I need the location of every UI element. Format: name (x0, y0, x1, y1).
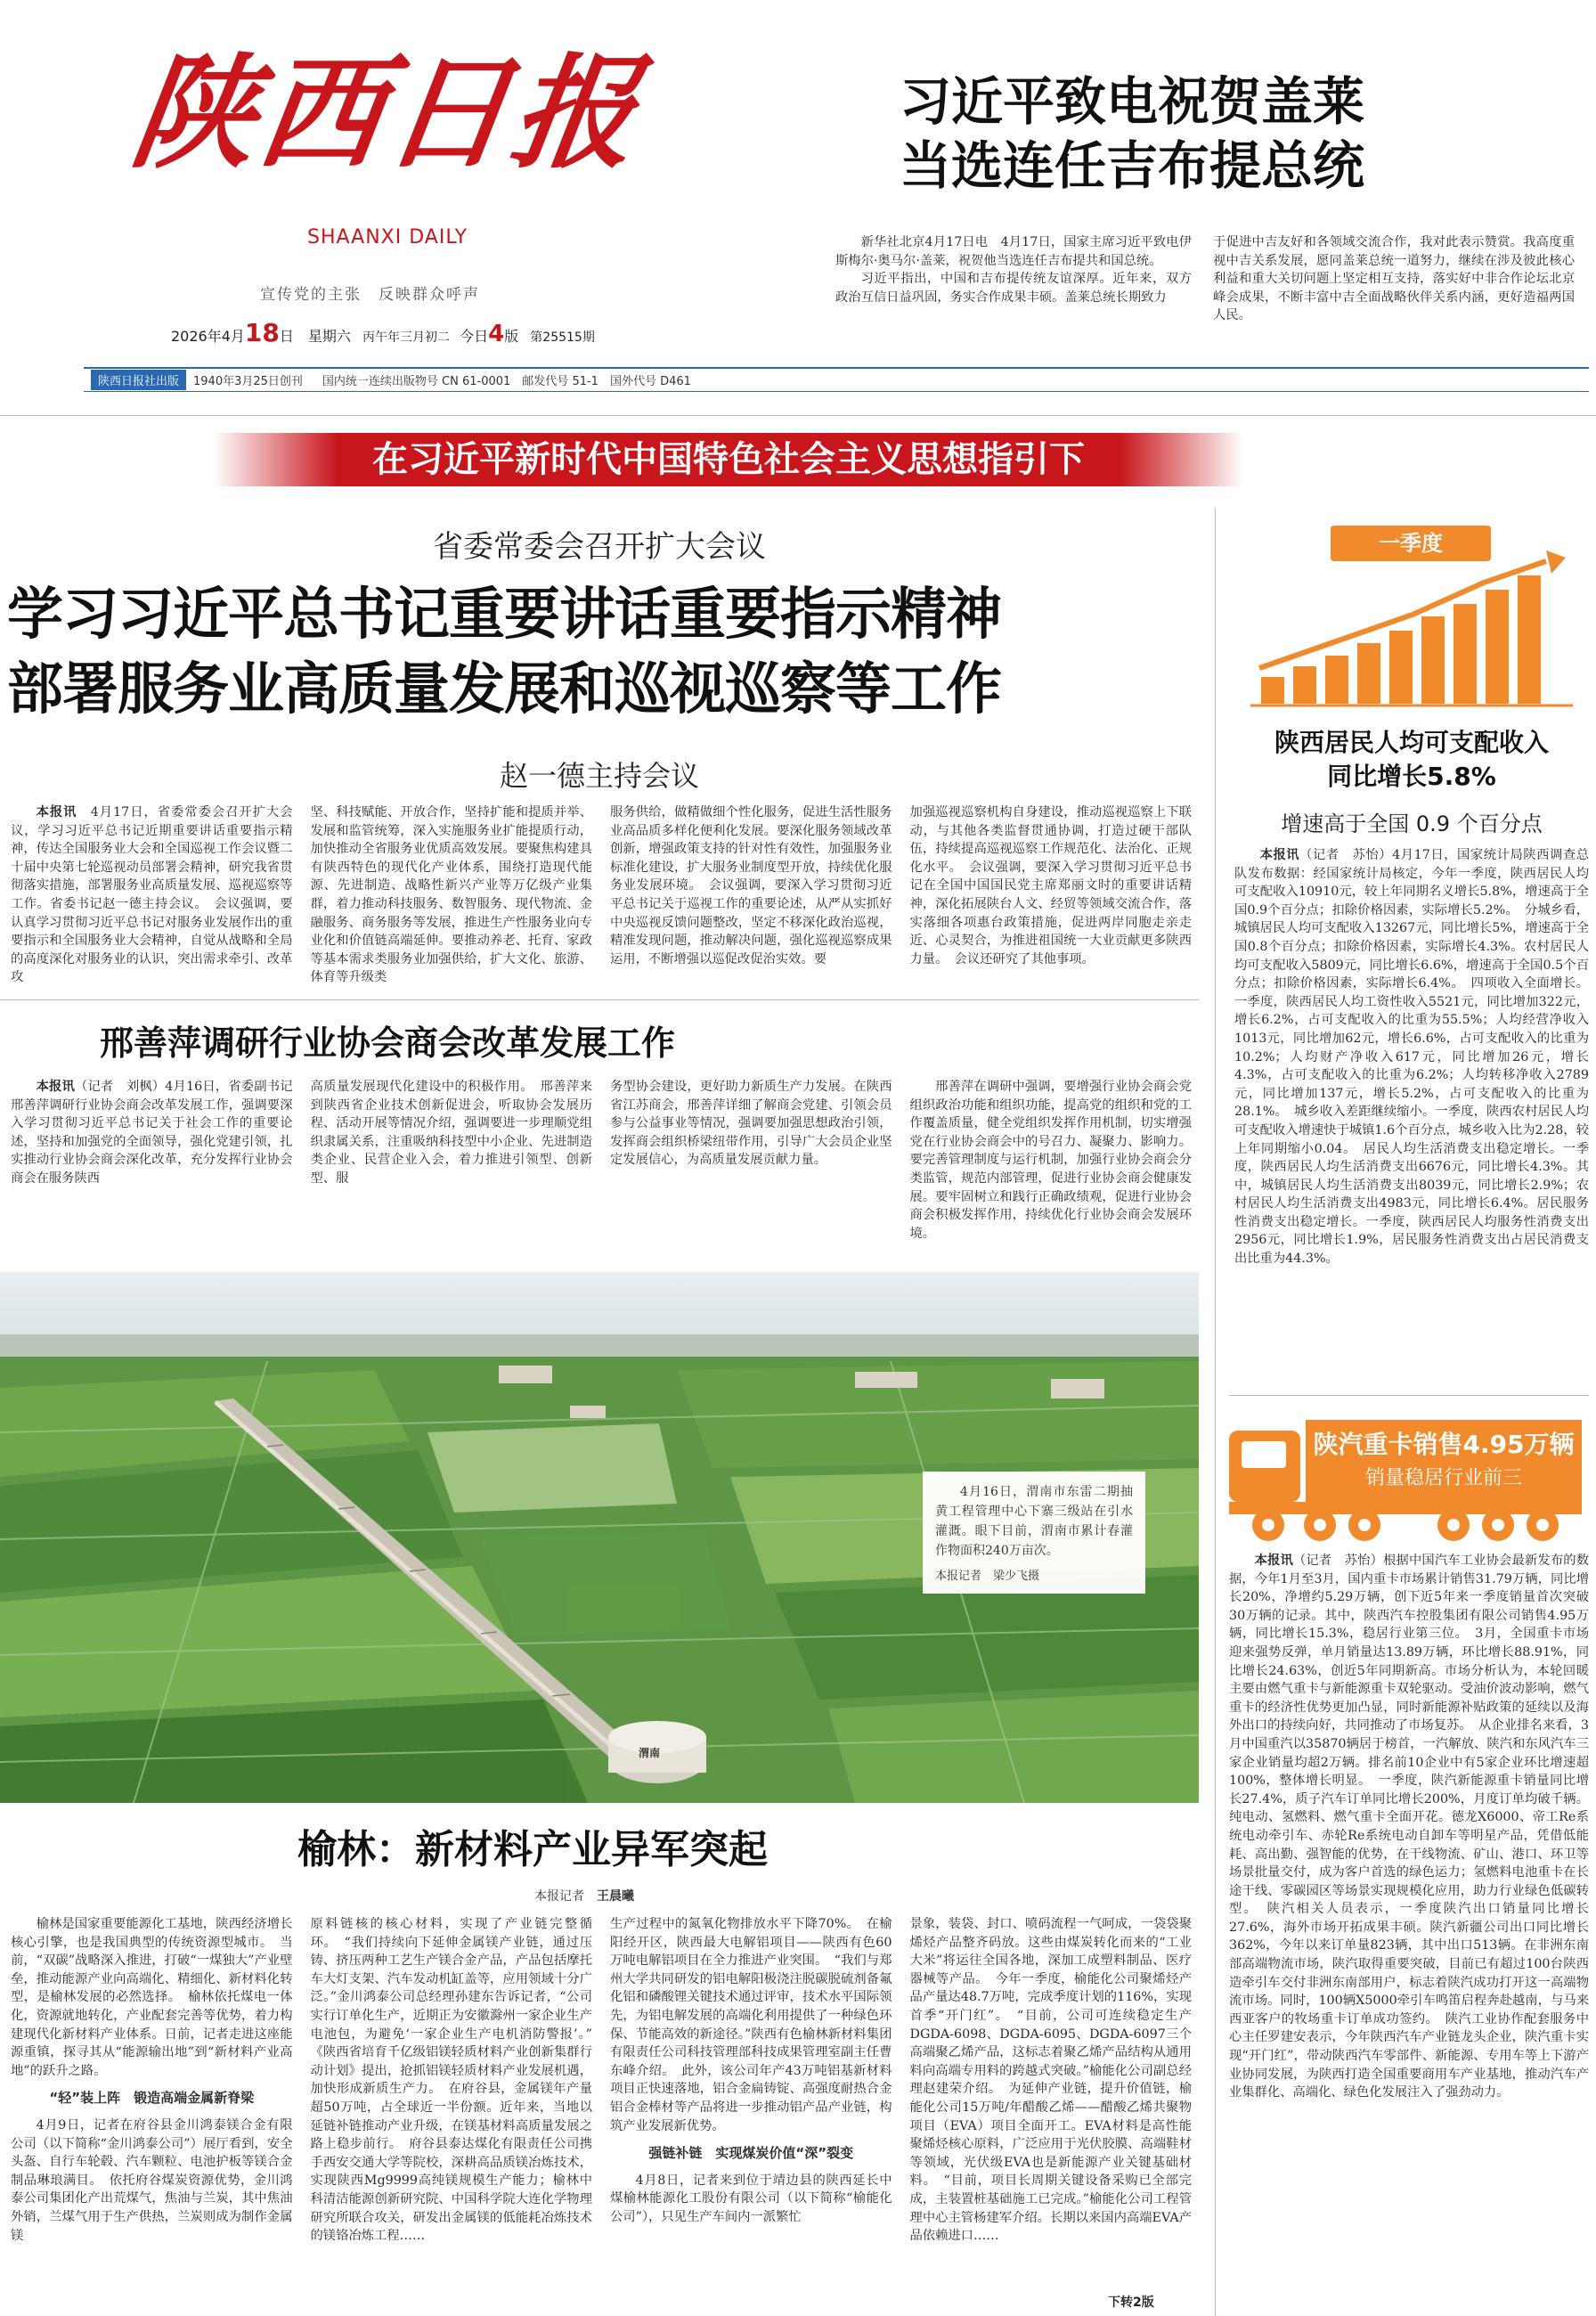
story2-headline: 邢善萍调研行业协会商会改革发展工作 (100, 1023, 676, 1063)
side1-headline-line1: 陕西居民人均可支配收入 (1274, 728, 1549, 757)
banner-text: 在习近平新时代中国特色社会主义思想指引下 (372, 439, 1085, 480)
side2-byline: （记者 苏怡） (1292, 1554, 1384, 1568)
story2-col2-text: 高质量发展现代化建设中的积极作用。 邢善萍来到陕西省企业技术创新促进会，听取协会发展历程、活动开展等情况介绍，强调要进一步理顺党组织隶属关系，注重吸纳科技型中小企业、先进制造类企业、民营企业入会，着力推进引领型、创新型、服 (310, 1080, 592, 1186)
registration-bar (84, 367, 1589, 392)
side2-headline (1306, 1427, 1582, 1495)
story3-byline (534, 1887, 634, 1904)
lead-body (11, 803, 1192, 987)
story2-col3 (610, 1078, 892, 1243)
side1-lede: 本报讯 (1259, 848, 1300, 862)
date-line (171, 318, 595, 347)
issue-number: 第25515期 (530, 330, 595, 345)
divider-vertical (1215, 508, 1216, 2316)
side1-headline (1234, 726, 1589, 794)
story2-col1 (11, 1078, 293, 1243)
story3-col3-text: 生产过程中的氮氧化物排放水平下降70%。 在榆阳经开区，陕西最大电解铝项目——陕西有色60万吨电解铝项目在全力推进产业突围。 “我们与郑州大学共同研发的铝电解阳极浇注脱碳脱硫剂备氟化铝和磷酸锂关键技术通过评审，技术水平国际领先，为铝电解发展的高端化利用提供了一种绿色环保、节能高效的新途径。”陕西有色榆林新材料集团有限责任公司科技管理部科技成果管理室副主任曹东峰介绍。 此外，该公司年产43万吨铝基新材料项目正快速落地，铝合金扁铸锭、高强度耐热合金铝合金棒材等产品将进一步推动铝产品产业链，构筑产业发展新优势。 (610, 1917, 892, 2133)
story3-col1-text: 榆林是国家重要能源化工基地，陕西经济增长核心引擎，也是我国典型的传统资源型城市。 当前，“双碳”战略深入推进，打破“一煤独大”产业壁垒，推动能源产业向高端化、精细化、新材料化转型，是榆林发展的必然选择。 榆林依托煤电一体化，资源就地转化，产业配套完善等优势，着力构建现代化新材料产业体系。日前，记者走进这座能源重镇，探寻其从“能源输出地”到“新材料产业高地”的跃升之路。 (11, 1917, 293, 2078)
story3-col1 (11, 1915, 293, 2311)
top-story-col1 (835, 233, 1192, 306)
top-story-p3: 于促进中吉友好和各领域交流合作，我对此表示赞赏。我高度重视中吉关系发展，愿同盖莱总统一道努力，继续在涉及彼此核心利益和重大关切问题上坚定相互支持，落实好中非合作论坛北京峰会成果，不断丰富中吉全面战略伙伴关系内涵，更好造福两国人民。 (1213, 235, 1575, 323)
top-story-headline (900, 69, 1576, 198)
story2-byline: （记者 刘枫） (75, 1080, 166, 1094)
lead-lede: 本报讯 (36, 805, 77, 820)
photo-caption-box (923, 1472, 1145, 1594)
divider-side (1229, 1395, 1589, 1396)
story3-col1b-text: 4月9日，记者在府谷县金川鸿泰镁合金有限公司（以下简称“金川鸿泰公司”）展厅看到，安全头盔、自行车轮毂、汽车颗粒、电池护板等镁合金制品琳琅满目。 依托府谷煤炭资源优势，金川鸿泰公司集团化产出荒煤气，焦油与兰炭，其中焦油外销，兰煤气用于生产供热，兰炭则成为制作金属镁 (11, 2117, 293, 2243)
date-suffix: 日 星期六 (279, 328, 351, 345)
side1-body (1234, 846, 1589, 1397)
date-prefix: 2026年4月 (171, 328, 245, 345)
aerial-photo (0, 1272, 1199, 1803)
photo-credit (935, 1566, 1133, 1583)
pages-prefix: 今日 (460, 328, 489, 345)
side1 (1234, 526, 1589, 1397)
lead-headline-line1: 学习习近平总书记重要讲话重要指示精神 (7, 582, 1001, 647)
story3-body (11, 1915, 1192, 2311)
top-headline-line2: 当选连任吉布提总统 (900, 135, 1365, 196)
story2-lede: 本报讯 (36, 1080, 75, 1094)
side1-headline-line2: 同比增长5.8% (1327, 762, 1496, 791)
story2-col2 (311, 1078, 593, 1243)
banner (214, 433, 1243, 486)
side2-lede: 本报讯 (1254, 1554, 1293, 1568)
date-day: 18 (244, 318, 280, 347)
story2-col3-text: 务型协会建设，更好助力新质生产力发展。在陕西省江苏商会，邢善萍详细了解商会党建、引领会员参与公益事业等情况，强调要加强思想政治引领，发挥商会组织桥梁纽带作用，引导广大会员企业坚定发展信心，为高质量发展贡献力量。 (610, 1080, 892, 1168)
side1-text: 4月17日，国家统计局陕西调查总队发布数据：经国家统计局核定，今年一季度，陕西居民人均可支配收入10910元，较上年同期名义增长5.8%，增速高于全国0.9个百分点；扣除价格因素，实际增长5.2%。 分城乡看，城镇居民人均可支配收入13267元，同比增长5%，增速高于全国0.8个百分点；扣除价格因素，实际增长4.3%。农村居民人均可支配收入5809元，同比增长6.6%，增速高于全国0.5个百分点；扣除价格因素，实际增长6.4%。 四项收入全面增长。一季度，陕西居民人均工资性收入5521元，同比增加322元，增长6.2%，占可支配收入的比重为55.5%；人均经营净收入1013元，同比增加62元，增长6.6%，占可支配收入的比重为10.2%；人均财产净收入617元，同比增加26元，增长4.3%，占可支配收入的比重为6.2%；人均转移净收入2789元，同比增加137元，增长5.2%，占可支配收入的比重为28.1%。 城乡收入差距继续缩小。一季度，陕西农村居民人均可支配收入增速快于城镇1.6个百分点，城乡收入比为2.28，较上年同期缩小0.04。 居民人均生活消费支出稳定增长。一季度，陕西居民人均生活消费支出6676元，同比增长4.3%。其中，城镇居民人均生活消费支出8039元，同比增长2.9%；农村居民人均生活消费支出4983元，同比增长6.4%。居民服务性消费支出稳定增长。一季度，陕西居民人均服务性消费支出2956元，同比增长1.9%，居民服务性消费支出占居民消费支出比重为44.3%。 (1234, 848, 1589, 1267)
lead-headline-line2: 部署服务业高质量发展和巡视巡察等工作 (7, 656, 1001, 722)
side1-graphic (1234, 526, 1589, 717)
logo: 陕西日报 (123, 40, 650, 185)
lead-col2-text: 坚、科技赋能、开放合作，坚持扩能和提质并举、发展和监管统筹，深入实施服务业扩能提质行动，加快推动全省服务业优质高效发展。要聚焦构建具有陕西特色的现代化产业体系，围绕打造现代能源、先进制造、战略性新兴产业等万亿级产业集群，着力推动科技服务、数智服务、现代物流、金融服务、商务服务等发展，推进生产性服务业向专业化和价值链高端延伸。要推动养老、托育、家政等基本需求类服务业加强供给，扩大文化、旅游、体育等升级类 (310, 805, 592, 985)
top-story-p2: 习近平指出，中国和吉布提传统友谊深厚。近年来，双方政治互信日益巩固，务实合作成果丰硕。盖莱总统长期致力 (835, 272, 1192, 305)
story3-subhead2: 强链补链 实现煤炭价值“深”裂变 (648, 2145, 854, 2162)
lead-col3-text: 服务供给，做精做细个性化服务，促进生活性服务业高品质多样化便利化发展。要深化服务领域改革创新，增强政策支持的针对性有效性，加强服务业标准化建设，扩大服务业制度型开放，持续优化服务业发展环境。 会议强调，要深入学习贯彻习近平总书记关于巡视工作的重要论述，从严从实抓好中央巡视反馈问题整改，坚定不移深化政治巡视，精准发现问题，推动解决问题，强化巡视巡察成果运用，不断增强以巡促改促治实效。要 (610, 805, 892, 966)
slogan: 宣传党的主张 反映群众呼声 (260, 286, 480, 304)
lead-col1-text: 4月17日，省委常委会召开扩大会议，学习习近平总书记近期重要讲话重要指示精神，传达全国服务业大会和全国巡视工作会议暨二十届中央第七轮巡视动员部署会精神，研究我省贯彻落实措施，部署服务业高质量发展、巡视巡察等工作。省委书记赵一德主持会议。 会议强调，要认真学习贯彻习近平总书记对服务业发展作出的重要指示和全国服务业大会精神，自觉从战略和全局的高度深化对服务业的认识，突出需求牵引、改革攻 (11, 805, 293, 985)
story3-byline-label: 本报记者 (534, 1889, 584, 1904)
top-headline-line1: 习近平致电祝贺盖莱 (900, 71, 1365, 132)
story3-col4-text: 景象，装袋、封口、喷码流程一气呵成，一袋袋聚烯烃产品整齐码放。这些由煤炭转化而来的“工业大米”将运往全国各地，深加工成塑料制品、医疗器械等产品。 今年一季度，榆能化公司聚烯烃产品产量达48.7万吨，完成季度计划的116%，实现首季“开门红”。 “目前，公司可连续稳定生产DGDA-6098、DGDA-6095、DGDA-6097三个高端聚乙烯产品，这标志着聚乙烯产品结构从通用料向高端专用料的跨越式突破。”榆能化公司副总经理赵建荣介绍。 为延伸产业链，提升价值链，榆能化公司15万吨/年醋酸乙烯——醋酸乙烯共聚物项目（EVA）项目全面开工。EVA材料是高性能聚烯烃核心原料，广泛应用于光伏胶膜、高端鞋材等领域，光伏级EVA也是新能源产业关键基础材料。 “目前，项目长周期关键设备采购已全部完成，主装置桩基础施工已完成。”榆能化公司工程管理中心主管杨建军介绍。长期以来国内高端EVA产品依赖进口…… (909, 1917, 1192, 2244)
top-story-p1: 新华社北京4月17日电 4月17日，国家主席习近平致电伊斯梅尔·奥马尔·盖莱，祝贺他当选连任吉布提共和国总统。 (835, 235, 1192, 268)
side2-graphic (1222, 1413, 1589, 1546)
lead-col1 (11, 803, 293, 987)
english-name: SHAANXI DAILY (307, 226, 468, 249)
lead-col2 (311, 803, 593, 987)
founded: 1940年3月25日创刊 (193, 375, 303, 388)
side2-headline-line2: 销量稳居行业前三 (1364, 1467, 1522, 1489)
side1-tag: 一季度 (1331, 526, 1491, 561)
story3-col2 (310, 1915, 606, 2311)
continue-note[interactable]: 下转2版 (1104, 2293, 1158, 2311)
lunar-date: 丙午年三月初二 (362, 330, 450, 345)
story3-col4 (910, 1915, 1193, 2311)
pages-suffix: 版 (504, 328, 519, 345)
side1-byline: （记者 苏怡） (1299, 848, 1393, 862)
divider-top (0, 415, 1596, 416)
lead-kicker: 省委常委会召开扩大会议 (433, 529, 766, 565)
story3-subhead: “轻”装上阵 锻造高端金属新脊梁 (49, 2090, 255, 2107)
bar-growth-icon (1234, 526, 1589, 717)
pages-num: 4 (488, 321, 505, 347)
registration: 国内统一连续出版物号 CN 61-0001 邮发代号 51-1 国外代号 D461 (322, 375, 691, 388)
side2-text: 根据中国汽车工业协会最新发布的数据，今年1月至3月，国内重卡市场累计销售31.79万辆，同比增长20%，净增约5.29万辆，创下近5年来一季度销量首次突破30万辆的记录。其中，陕西汽车控股集团有限公司销售4.95万辆，同比增长15.3%，稳居行业第三位。 3月，全国重卡市场迎来强势反弹，单月销量达13.89万辆，环比增长88.91%，同比增长24.63%，创近5年同期新高。市场分析认为，本轮回暖主要由燃气重卡与新能源重卡双轮驱动。受油价波动影响，燃气重卡的经济性优势更加凸显，同时新能源补贴政策的延续以及海外出口的持续向好，共同推动了市场复苏。 从企业排名来看，3月中国重汽以35870辆居于榜首，一汽解放、陕汽和东风汽车三家企业销量均超2万辆。排名前10企业中有5家企业环比增速超100%，整体增长明显。 一季度，陕汽新能源重卡销量同比增长27.4%，质子汽车订单同比增长200%，月度订单均破千辆。纯电动、氢燃料、燃气重卡全面开花。德龙X6000、帝工Re系统电动牵引车、赤轮Re系统电动自卸车等明星产品，凭借低能耗、高出勤、强智能的优势，在干线物流、矿山、港口、环卫等场景批量交付，成为客户首选的绿色运力；氢燃料电池重卡在长途干线、零碳园区等场景实现规模化应用，助力行业绿色低碳转型。 陕汽相关人员表示，一季度陕汽出口销量同比增长27.6%，海外市场开拓成果丰硕。陕汽新疆公司出口同比增长362%，今年以来订单量823辆，其中出口513辆。在非洲东南部高端物流市场，陕汽取得重要突破，目前已有超过100台陕西造牵引车交付非洲东南部用户，标志着陕汽成功打开这一高端物流市场。同时，100辆X5000牵引车鸣笛启程奔赴越南，与马来西亚客户的牧场重卡订单成功签约。 陕汽工业协作配套服务中心主任罗建安表示，今年陕西汽车产业链龙头企业，陕汽重卡实现“开门红”，带动陕西汽车零部件、新能源、专用车等上下游产业协同发展，为陕西打造全国重要商用车产业基地，推动汽车产业集群化、高端化、绿色化发展注入了强劲动力。 (1229, 1554, 1589, 2100)
photo-caption: 4月16日，渭南市东雷二期抽黄工程管理中心下寨三级站在引水灌溉。眼下目前，渭南市累计春灌作物面积240万亩次。 (935, 1485, 1133, 1558)
story3-col3b-text: 4月8日，记者来到位于靖边县的陕西延长中煤榆林能源化工股份有限公司（以下简称“榆能化公司”），只见生产车间内一派繁忙 (610, 2173, 892, 2224)
story3-headline: 榆林：新材料产业异军突起 (297, 1827, 768, 1872)
side2 (1222, 1413, 1589, 2298)
photo-credit-label: 本报记者 (935, 1570, 982, 1583)
masthead (0, 0, 1596, 356)
top-story-col2 (1213, 233, 1575, 325)
story3-byline-name: 王晨曦 (597, 1889, 634, 1904)
publisher-badge: 陕西日报社出版 (91, 370, 186, 390)
story2-col1-text: 4月16日，省委副书记邢善萍调研行业协会商会改革发展工作，强调要深入学习贯彻习近平总书记关于社会工作的重要论述，坚持和加强党的全面领导，强化党建引领，扎实推动行业协会商会深化改革，充分发挥行业协会商会在服务陕西 (11, 1080, 293, 1186)
lead-col4-text: 加强巡视巡察机构自身建设，推动巡视巡察上下联动，与其他各类监督贯通协调，打造过硬干部队伍，持续提高巡视巡察工作规范化、法治化、正规化水平。 会议强调，要深入学习贯彻习近平总书记在全国中国国民党主席郑丽文时的重要讲话精神，深化拓展陕台人文、经贸等领域交流合作，落实落细各项惠台政策措施，促进两岸同胞走亲走近、心灵契合，为推进祖国统一大业贡献更多陕西力量。 会议还研究了其他事项。 (909, 805, 1192, 966)
divider-lead (0, 999, 1199, 1000)
story2-body (11, 1078, 1192, 1243)
lead-headline (7, 577, 1199, 727)
side1-subhead: 增速高于全国 0.9 个百分点 (1281, 811, 1543, 836)
lead-col3 (610, 803, 892, 987)
photo-credit-name: 梁少飞摄 (993, 1570, 1040, 1583)
story2-col4 (910, 1078, 1193, 1243)
lead-subhead: 赵一德主持会议 (499, 759, 699, 793)
lead-col4 (910, 803, 1193, 987)
side2-headline-line1: 陕汽重卡销售4.95万辆 (1313, 1430, 1575, 1459)
story3-col2-text: 原料链核的核心材料，实现了产业链完整循环。 “我们持续向下延伸金属镁产业链，通过压铸、挤压两种工艺生产镁合金产品，产品包括摩托车大灯支架、汽车发动机缸盖等，应用领域十分广泛。”金川鸿泰公司总经理孙建东告诉记者，“公司实行订单化生产，近期正为安徽滁州一家企业生产电池包，为避免‘一家企业生产电机消防警报’。” 《陕西省培育千亿级铝镁轻质材料产业创新集群行动计划》提出，抢抓铝镁轻质材料产业发展机遇，加快形成新质生产力。 在府谷县，金属镁年产量超50万吨，占全球近一半份额。近年来，当地以延链补链推动产业升级，在镁基材料高质量发展之路上稳步前行。 府谷县泰达煤化有限责任公司携手西安交通大学等院校，深耕高品质镁冶炼技术，实现陕西Mg9999高纯镁规模生产能力；榆林中科清洁能源创新研究院、中国科学院大连化学物理研究所联合攻关，研发出金属镁的低能耗冶炼技术的镁铬冶炼工程…… (310, 1917, 606, 2244)
station-sign: 渭南 (639, 1747, 661, 1759)
story3-col3 (610, 1915, 892, 2311)
story2-col4-text: 邢善萍在调研中强调，要增强行业协会商会党组织政治功能和组织功能，提高党的组织和党的工作覆盖质量，健全党组织发挥作用机制，切实增强党在行业协会商会中的号召力、凝聚力、影响力。要完善管理制度与运行机制，加强行业协会商会分类监管，规范内部管理，促进行业协会商会健康发展。要牢固树立和践行正确政绩观，促进行业协会商会积极发挥作用，持续优化行业协会商会发展环境。 (909, 1080, 1192, 1241)
side2-body (1222, 1552, 1589, 2298)
